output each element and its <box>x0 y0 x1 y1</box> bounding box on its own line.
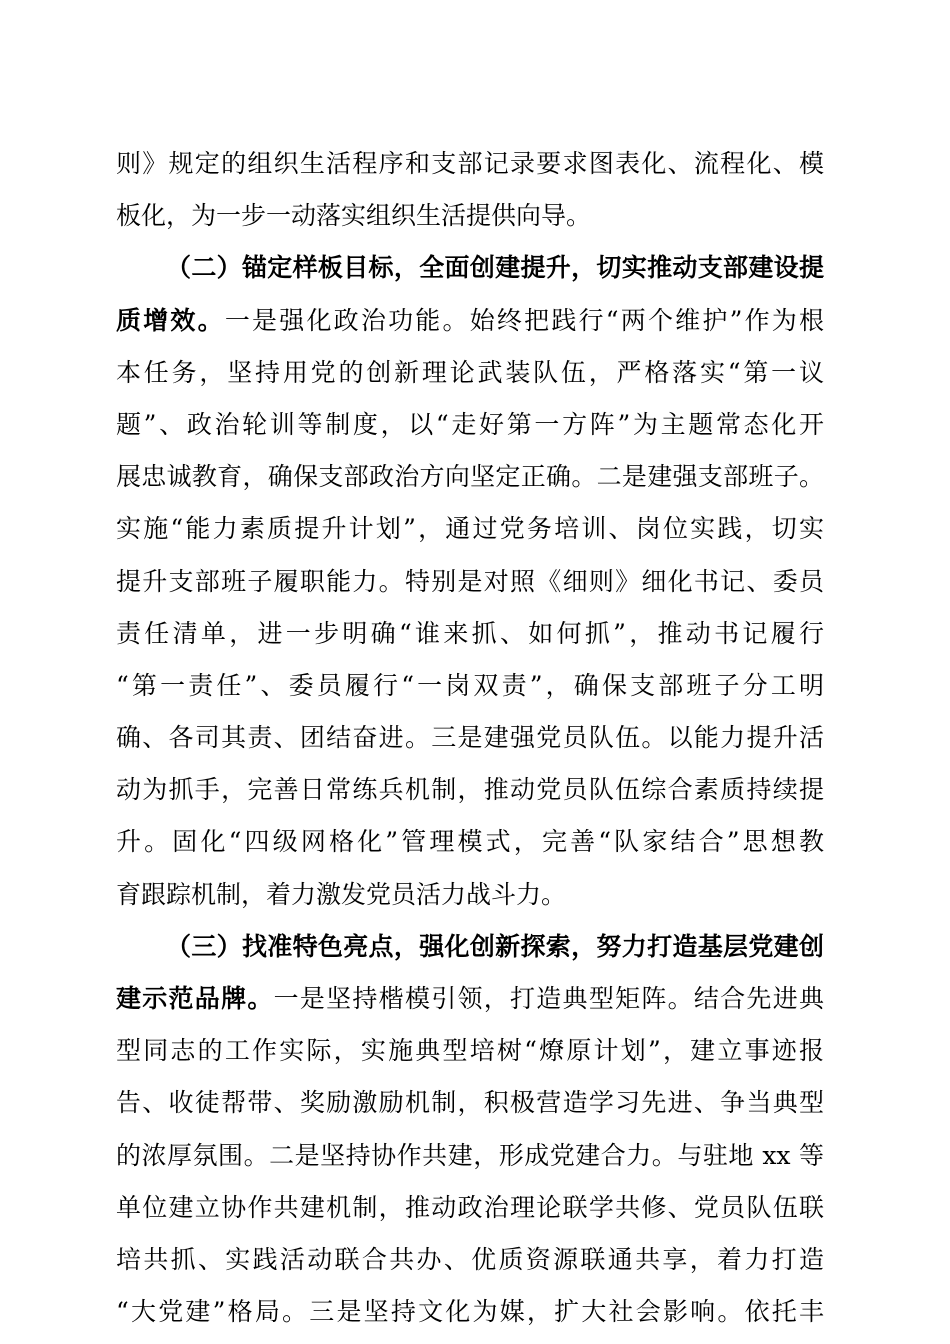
text-line: 则》规定的组织生活程序和支部记录要求图表化、流程化、模 <box>116 149 824 178</box>
section-heading-3: （三）找准特色亮点，强化创新探索，努力打造基层党建创 <box>166 931 824 961</box>
text-run: 一是坚持楷模引领，打造典型矩阵。结合先进典 <box>273 984 824 1013</box>
paragraph-1 <box>116 138 824 242</box>
paragraph-2 <box>116 242 824 920</box>
text-line: 展忠诚教育，确保支部政治方向坚定正确。二是建强支部班子。 <box>116 462 824 492</box>
text-line: 题”、政治轮训等制度，以“走好第一方阵”为主题常态化开 <box>116 409 824 439</box>
section-heading-3-end: 建示范品牌。 <box>116 984 274 1013</box>
text-line: 本任务，坚持用党的创新理论武装队伍，严格落实“第一议 <box>116 357 824 387</box>
text-line: 育跟踪机制，着力激发党员活力战斗力。 <box>116 879 567 909</box>
paragraph-3 <box>116 921 824 1339</box>
section-heading-2-end: 质增效。 <box>116 305 225 335</box>
text-line: 的浓厚氛围。二是坚持协作共建，形成党建合力。与驻地 xx 等 <box>116 1140 824 1170</box>
text-line: 责任清单，进一步明确“谁来抓、如何抓”，推动书记履行 <box>116 618 824 648</box>
document-body <box>116 138 824 1338</box>
text-run: 一是强化政治功能。始终把践行“两个维护”作为根 <box>224 305 824 335</box>
text-line: 确、各司其责、团结奋进。三是建强党员队伍。以能力提升活 <box>116 723 824 753</box>
section-heading-2: （二）锚定样板目标，全面创建提升，切实推动支部建设提 <box>166 253 824 283</box>
text-line: “大党建”格局。三是坚持文化为媒，扩大社会影响。依托丰 <box>116 1297 824 1327</box>
text-line <box>116 973 824 1025</box>
text-line: 实施“能力素质提升计划”，通过党务培训、岗位实践，切实 <box>116 514 824 544</box>
text-line: 单位建立协作共建机制，推动政治理论联学共修、党员队伍联 <box>116 1192 824 1222</box>
text-line: “第一责任”、委员履行“一岗双责”，确保支部班子分工明 <box>116 670 824 700</box>
text-line: 板化，为一步一动落实组织生活提供向导。 <box>116 201 592 231</box>
text-line: 培共抓、实践活动联合共办、优质资源联通共享，着力打造 <box>116 1244 824 1274</box>
text-line <box>116 295 824 347</box>
text-line: 型同志的工作实际，实施典型培树“燎原计划”，建立事迹报 <box>116 1036 824 1066</box>
text-line: 动为抓手，完善日常练兵机制，推动党员队伍综合素质持续提 <box>116 775 824 805</box>
text-line: 升。固化“四级网格化”管理模式，完善“队家结合”思想教 <box>116 827 824 857</box>
text-line: 提升支部班子履职能力。特别是对照《细则》细化书记、委员 <box>116 566 824 596</box>
text-line: 告、收徒帮带、奖励激励机制，积极营造学习先进、争当典型 <box>116 1088 824 1118</box>
